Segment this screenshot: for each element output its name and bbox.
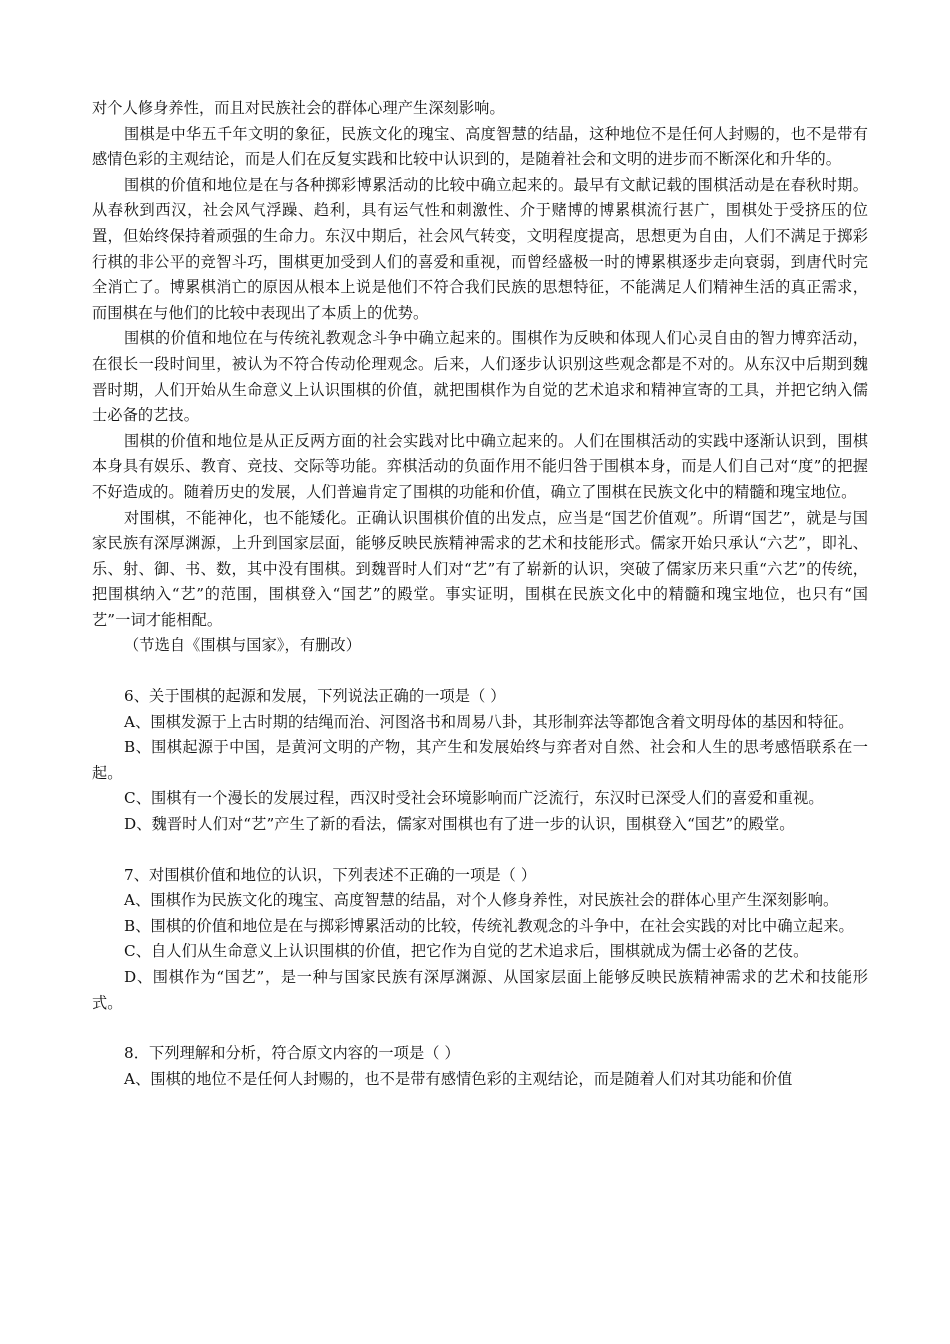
passage-paragraph: 围棋的价值和地位在与传统礼教观念斗争中确立起来的。围棋作为反映和体现人们心灵自由的智力博弈活动，在很长一段时间里，被认为不符合传动伦理观念。后来，人们逐步认识别这些观念都是不对的。从东汉中后期到魏晋时期，人们开始从生命意义上认识围棋的价值，就把围棋作为自觉的艺术追求和精神宣寄的工具，并把它纳入儒士必备的艺技。 [92,329,868,425]
question-option: A、围棋发源于上古时期的结绳而治、河图洛书和周易八卦，其形制弈法等都饱含着文明母体的基因和特征。 [124,712,854,731]
question-option: C、自人们从生命意义上认识围棋的价值，把它作为自觉的艺术追求后，围棋就成为儒士必备的艺伎。 [124,942,809,961]
question-option: A、围棋的地位不是任何人封赐的，也不是带有感情色彩的主观结论，而是随着人们对其功能和价值 [124,1069,793,1088]
passage-paragraph: 围棋是中华五千年文明的象征，民族文化的瑰宝、高度智慧的结晶，这种地位不是任何人封赐的，也不是带有感情色彩的主观结论，而是人们在反复实践和比较中认识到的，是随着社会和文明的进步而不断深化和升华的。 [92,124,868,169]
passage-source: （节选自《围棋与国家》，有删改） [124,636,361,655]
passage-paragraph: 围棋的价值和地位是在与各种掷彩博累活动的比较中确立起来的。最早有文献记载的围棋活动是在春秋时期。从春秋到西汉，社会风气浮躁、趋利，具有运气性和刺激性、介于赌博的博累棋流行甚广，围棋处于受挤压的位置，但始终保持着顽强的生命力。东汉中期后，社会风气转变，文明程度提高，思想更为自由，人们不满足于掷彩行棋的非公平的竞智斗巧，围棋更加受到人们的喜爱和重视，而曾经盛极一时的博累棋逐步走向衰弱，到唐代时完全消亡了。博累棋消亡的原因从根本上说是他们不符合我们民族的思想特征，不能满足人们精神生活的真正需求，而围棋在与他们的比较中表现出了本质上的优势。 [92,175,868,322]
spacer [92,659,868,684]
passage-paragraph: 围棋的价值和地位是从正反两方面的社会实践对比中确立起来的。人们在围棋活动的实践中逐渐认识到，围棋本身具有娱乐、教育、竞技、交际等功能。弈棋活动的负面作用不能归咎于围棋本身，而是人们自己对“度”的把握不好造成的。随着历史的发展，人们普遍肯定了围棋的功能和价值，确立了围棋在民族文化中的精髓和瑰宝地位。 [92,431,868,501]
question-stem: 7、对围棋价值和地位的认识，下列表述不正确的一项是（ ） [124,865,537,884]
question-option: D、魏晋时人们对“艺”产生了新的看法，儒家对围棋也有了进一步的认识，围棋登入“国艺”的殿堂。 [124,815,795,834]
question-option: B、围棋的价值和地位是在与掷彩博累活动的比较，传统礼教观念的斗争中，在社会实践的对比中确立起来。 [124,916,854,935]
question-option: D、围棋作为“国艺”，是一种与国家民族有深厚渊源、从国家层面上能够反映民族精神需求的艺术和技能形式。 [92,968,868,1012]
document-page [92,96,868,1092]
question-option: B、围棋起源于中国，是黄河文明的产物，其产生和发展始终与弈者对自然、社会和人生的思考感悟联系在一起。 [92,738,868,782]
passage-paragraph: 对围棋，不能神化，也不能矮化。正确认识围棋价值的出发点，应当是“国艺价值观”。所谓“国艺”，就是与国家民族有深厚渊源，上升到国家层面，能够反映民族精神需求的艺术和技能形式。儒家开始只承认“六艺”，即礼、乐、射、御、书、数，其中没有围棋。到魏晋时人们对“艺”有了崭新的认识，突破了儒家历来只重“六艺”的传统，把围棋纳入“艺”的范围，围棋登入“国艺”的殿堂。事实证明，围棋在民族文化中的精髓和瑰宝地位，也只有“国艺”一词才能相配。 [92,508,868,629]
question-stem: 6、关于围棋的起源和发展，下列说法正确的一项是（ ） [124,687,506,706]
question-stem: 8．下列理解和分析，符合原文内容的一项是（ ） [124,1044,460,1063]
passage-paragraph: 对个人修身养性，而且对民族社会的群体心理产生深刻影响。 [92,99,505,117]
question-option: A、围棋作为民族文化的瑰宝、高度智慧的结晶，对个人修身养性，对民族社会的群体心里产生深刻影响。 [124,891,839,910]
question-option: C、围棋有一个漫长的发展过程，西汉时受社会环境影响而广泛流行，东汉时已深受人们的喜爱和重视。 [124,789,824,808]
spacer [92,838,868,863]
spacer [92,1016,868,1041]
